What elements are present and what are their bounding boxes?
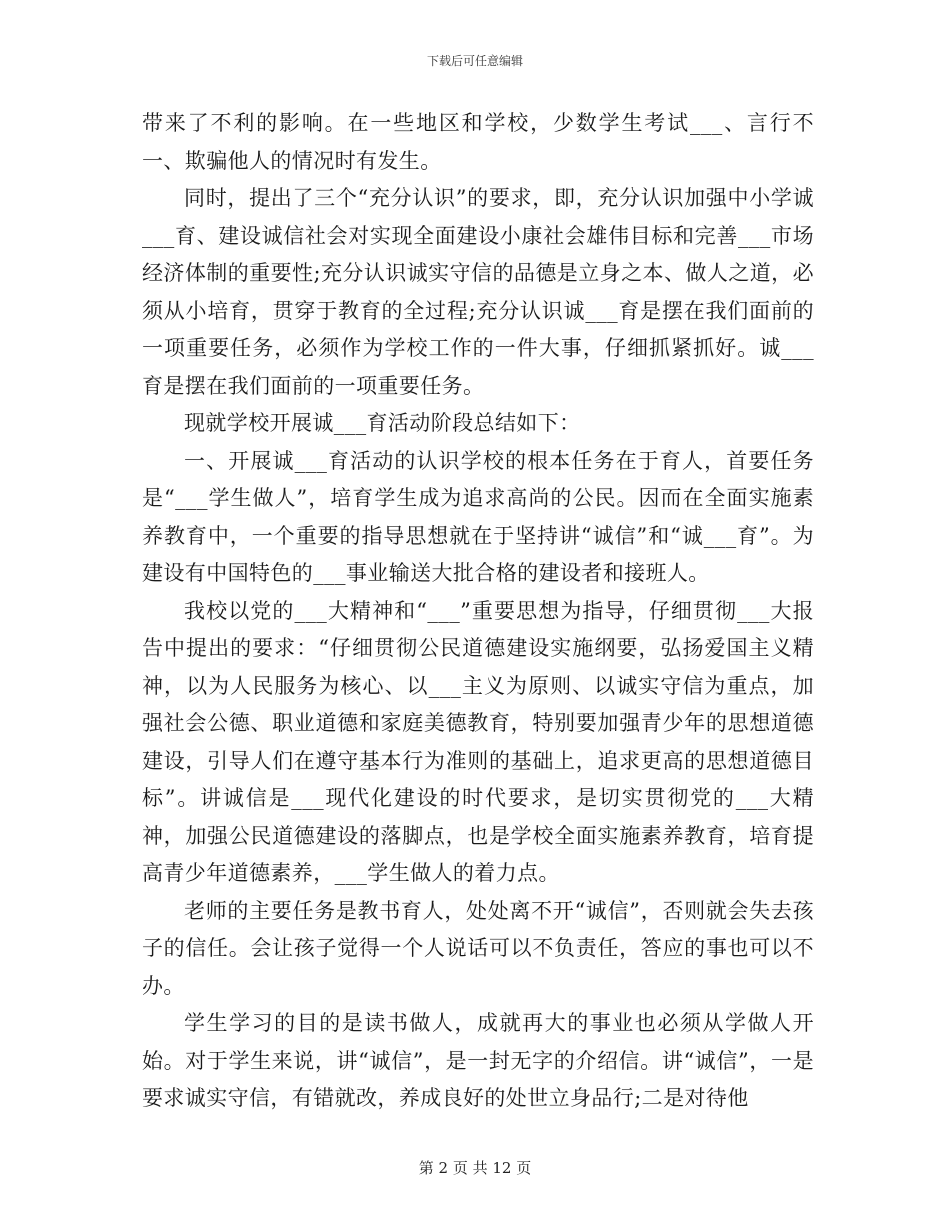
page-number-footer: 第 2 页 共 12 页 [418, 1159, 532, 1177]
paragraph-4: 一、开展诚___育活动的认识学校的根本任务在于育人，首要任务是“___学生做人”，培育学生成为追求高尚的公民。因而在全面实施素养教育中，一个重要的指导思想就在于坚持讲“诚信”和“诚___育”。为建设有中国特色的___事业输送大批合格的建设者和接班人。 [142, 448, 814, 585]
paragraph-2: 同时，提出了三个“充分认识”的要求，即，充分认识加强中小学诚___育、建设诚信社会对实现全面建设小康社会雄伟目标和完善___市场经济体制的重要性;充分认识诚实守信的品德是立身之本、做人之道，必须从小培育，贯穿于教育的全过程;充分认识诚___育是摆在我们面前的一项重要任务，必须作为学校工作的一件大事，仔细抓紧抓好。诚___育是摆在我们面前的一项重要任务。 [142, 186, 814, 398]
page-header: 下载后可任意编辑 [426, 54, 523, 68]
document-body [142, 105, 814, 1118]
paragraph-5: 我校以党的___大精神和“___”重要思想为指导，仔细贯彻___大报告中提出的要求：“仔细贯彻公民道德建设实施纲要，弘扬爱国主义精神，以为人民服务为核心、以___主义为原则、以诚实守信为重点，加强社会公德、职业道德和家庭美德教育，特别要加强青少年的思想道德建设，引导人们在遵守基本行为准则的基础上，追求更高的思想道德目标”。讲诚信是___现代化建设的时代要求，是切实贯彻党的___大精神，加强公民道德建设的落脚点，也是学校全面实施素养教育，培育提高青少年道德素养，___学生做人的着力点。 [142, 598, 814, 885]
paragraph-7: 学生学习的目的是读书做人，成就再大的事业也必须从学做人开始。对于学生来说，讲“诚信”，是一封无字的介绍信。讲“诚信”，一是要求诚实守信，有错就改，养成良好的处世立身品行;二是对待他 [142, 1011, 814, 1110]
paragraph-6: 老师的主要任务是教书育人，处处离不开“诚信”，否则就会失去孩子的信任。会让孩子觉得一个人说话可以不负责任，答应的事也可以不办。 [142, 898, 814, 998]
paragraph-3: 现就学校开展诚___育活动阶段总结如下： [184, 411, 581, 435]
paragraph-1: 带来了不利的影响。在一些地区和学校，少数学生考试___、言行不一、欺骗他人的情况时有发生。 [142, 111, 814, 173]
